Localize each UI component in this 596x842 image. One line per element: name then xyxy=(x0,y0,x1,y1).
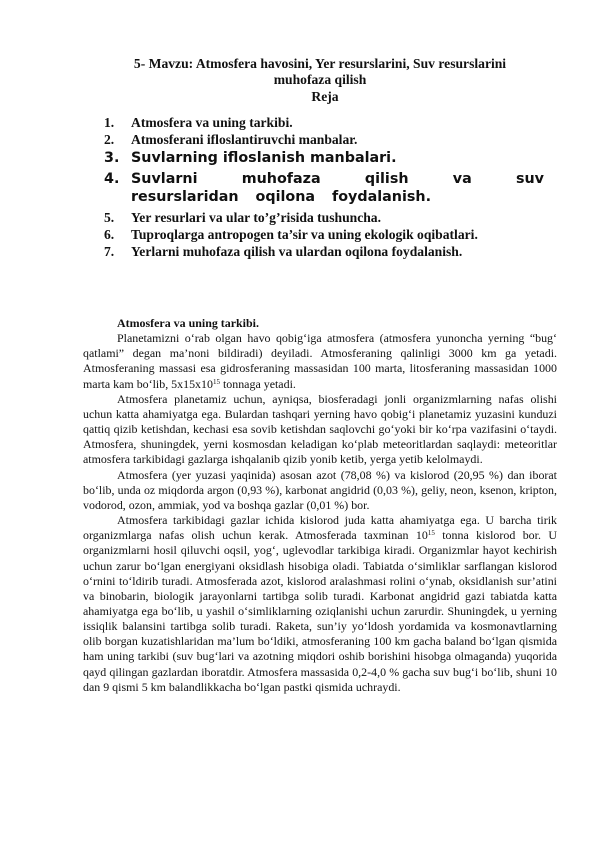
body-text xyxy=(83,316,557,695)
plan-item xyxy=(104,131,544,148)
plan-item-number: 5. xyxy=(104,209,115,225)
exponent: 15 xyxy=(212,377,220,386)
plan-item-text: Yer resurlari va ular to’g’risida tushuncha. xyxy=(131,209,381,225)
paragraph-text: tonna kislorod bor. U organizmlarni hosil qiluvchi oqsil, yog‘, uglevodlar tarkibiga kiradi. Organizmlar hayot kechirish uchun zarur bo‘lgan energiyani oksidlash hisobiga oladi. Tabiatda o‘simliklar sarflangan kislorod o‘rnini to‘ldirib turadi. Atmosferada azot, kislorod aralashmasi rolini o‘ynab, oksidlanish sur’atini va binobarin, biologik jarayonlarni tartibga solib turadi. Karbonat angidrid gazi tabiatda katta ahamiyatga ega bo‘lib, u yashil o‘simliklarning oziqlanishi uchun zarurdir. Shuningdek, u yerning issiqlik balansini tartibga solib turadi. Raketa, sun’iy yo‘ldosh yordamida va kosmonavtlarning olib borgan kuzatishlaridan ma’lum bo‘ldiki, atmosferaning 100 km gacha baland bo‘lgan qismida ham uning tarkibi (suv bug‘lari va azotning miqdori oshib borishini hisobga olmaganda) yuqorida qayd qilingan gazlardan iboratdir. Atmosfera massasida 0,2-4,0 % gacha suv bug‘i bo‘lib, shuni 10 dan 9 qismi 5 km balandlikkacha bo‘lgan pastki qismida uchraydi. xyxy=(83,528,557,694)
plan-item-number: 6. xyxy=(104,226,115,242)
paragraph-text: tonnaga yetadi. xyxy=(219,376,296,391)
lecture-title: 5- Mavzu: Atmosfera havosini, Yer resurslarini, Suv resurslarini muhofaza qilish xyxy=(133,56,507,87)
plan-item xyxy=(104,149,544,168)
plan-item-number: 7. xyxy=(104,243,115,259)
plan-item xyxy=(104,209,544,226)
plan-item xyxy=(104,226,544,243)
exponent: 15 xyxy=(427,529,435,538)
plan-item-number: 4. xyxy=(104,170,120,187)
paragraph xyxy=(83,331,557,392)
paragraph: Atmosfera planetamiz uchun, ayniqsa, biosferadagi jonli organizmlarning nafas olishi uchun katta ahamiyatga ega. Bulardan tashqari yerning havo qobig‘i planetamiz yuzasini kunduzi qattiq qizib ketishdan, kechasi esa sovib ketishdan saqlovchi go‘yoki bir ko‘rpa vazifasini o‘taydi. Atmosfera, shuningdek, yerni kosmosdan keladigan ko‘plab meteoritlardan saqlaydi: meteoritlar atmosfera tarkibidagi gazlarga ishqalanib qizib yonib ketib, yerga yetib kelolmaydi. xyxy=(83,391,557,467)
plan-heading: Reja xyxy=(311,89,339,104)
plan-item xyxy=(104,243,544,260)
plan-item-number: 1. xyxy=(104,115,115,130)
plan-item-text: Atmosferani ifloslantiruvchi manbalar. xyxy=(131,132,358,147)
plan-item-number: 2. xyxy=(104,132,115,147)
plan-item-text: Atmosfera va uning tarkibi. xyxy=(131,115,293,130)
plan-item-text: Suvlarni muhofaza qilish va suv resurslaridan oqilona foydalanish. xyxy=(131,170,544,205)
plan-item-text: Tuproqlarga antropogen ta’sir va uning ekologik oqibatlari. xyxy=(131,226,478,242)
plan-item-text: Suvlarning ifloslanish manbalari. xyxy=(131,150,397,166)
plan-item-text: Yerlarni muhofaza qilish va ulardan oqilona foydalanish. xyxy=(131,243,463,259)
plan-item-number: 3. xyxy=(104,150,120,166)
plan-list xyxy=(104,114,544,260)
section-heading: Atmosfera va uning tarkibi. xyxy=(117,316,259,330)
paragraph xyxy=(83,513,557,695)
plan-item xyxy=(104,114,544,131)
paragraph: Atmosfera (yer yuzasi yaqinida) asosan azot (78,08 %) va kislorod (20,95 %) dan iborat bo‘lib, unda oz miqdorda argon (0,93 %), karbonat angidrid (0,03 %), geliy, neon, ksenon, kripton, vodorod, ozon, ammiak, yod va boshqa gazlar (0,01 %) bor. xyxy=(83,467,557,512)
paragraph-text: Planetamizni o‘rab olgan havo qobig‘iga atmosfera (atmosfera yunoncha yerning “bug‘ qatlami” degan ma’noni bildiradi) deyiladi. Atmosferaning qalinligi 3000 km ga yetadi. Atmosferaning massasi esa gidrosferaning massasidan 100 marta, litosferaning massasidan 1000 marta kam bo‘lib, 5x15x10 xyxy=(83,331,557,391)
plan-item xyxy=(104,170,544,207)
paragraph-text: Atmosfera tarkibidagi gazlar ichida kislorod juda katta ahamiyatga ega. U barcha tirik organizmlarga nafas olish uchun kerak. Atmosferada taxminan 10 xyxy=(83,513,557,543)
